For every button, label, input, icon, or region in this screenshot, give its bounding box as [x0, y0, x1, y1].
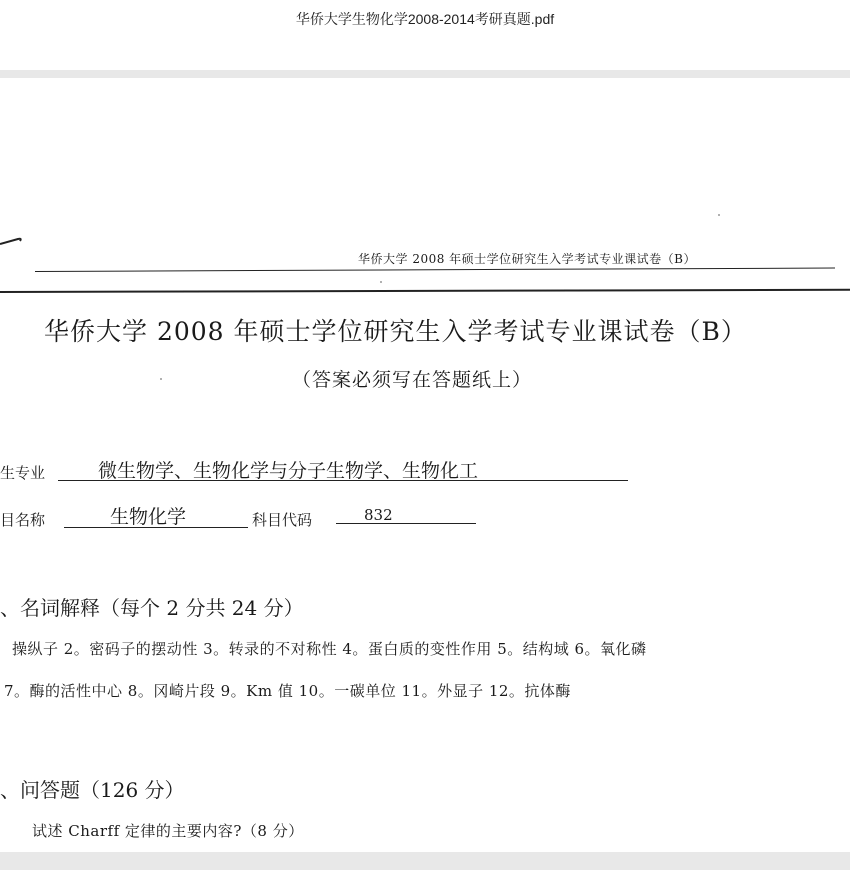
exam-subtitle: （答案必须写在答题纸上）: [292, 369, 533, 391]
header-rule-thick: [0, 289, 850, 293]
file-title: 华侨大学生物化学2008-2014考研真题.pdf: [295, 11, 555, 27]
section2-question1: 试述 Charff 定律的主要内容?（8 分）: [32, 822, 304, 840]
major-underline: [58, 480, 628, 481]
section1-line2: 7。酶的活性中心 8。冈崎片段 9。Km 值 10。一碳单位 11。外显子 12。抗体酶: [4, 682, 571, 700]
code-value: 832: [364, 506, 393, 524]
code-label: 科目代码: [252, 511, 313, 529]
code-underline: [336, 523, 476, 524]
scan-speck: [380, 281, 382, 283]
major-label: 生专业: [0, 464, 46, 482]
scan-speck: [160, 378, 162, 380]
subject-label: 目名称: [0, 511, 46, 529]
scan-mark-icon: [0, 236, 24, 246]
scan-speck: [718, 214, 720, 216]
section1-heading: 、名词解释（每个 2 分共 24 分）: [0, 596, 304, 620]
viewer-header: [0, 0, 850, 70]
major-value: 微生物学、生物化学与分子生物学、生物化工: [98, 460, 479, 482]
subject-underline: [64, 527, 248, 528]
section2-heading: 、问答题（126 分）: [0, 778, 185, 802]
exam-title: 华侨大学 2008 年硕士学位研究生入学考试专业课试卷（B）: [44, 317, 747, 346]
page-gap-top: [0, 70, 850, 78]
page-gap-bottom: [0, 852, 850, 870]
subject-value: 生物化学: [110, 506, 187, 528]
pdf-page: [0, 78, 850, 852]
running-header: 华侨大学 2008 年硕士学位研究生入学考试专业课试卷（B）: [358, 252, 696, 266]
section1-line1: 操纵子 2。密码子的摆动性 3。转录的不对称性 4。蛋白质的变性作用 5。结构域 6。氧化磷: [12, 640, 647, 658]
header-rule: [35, 268, 835, 272]
